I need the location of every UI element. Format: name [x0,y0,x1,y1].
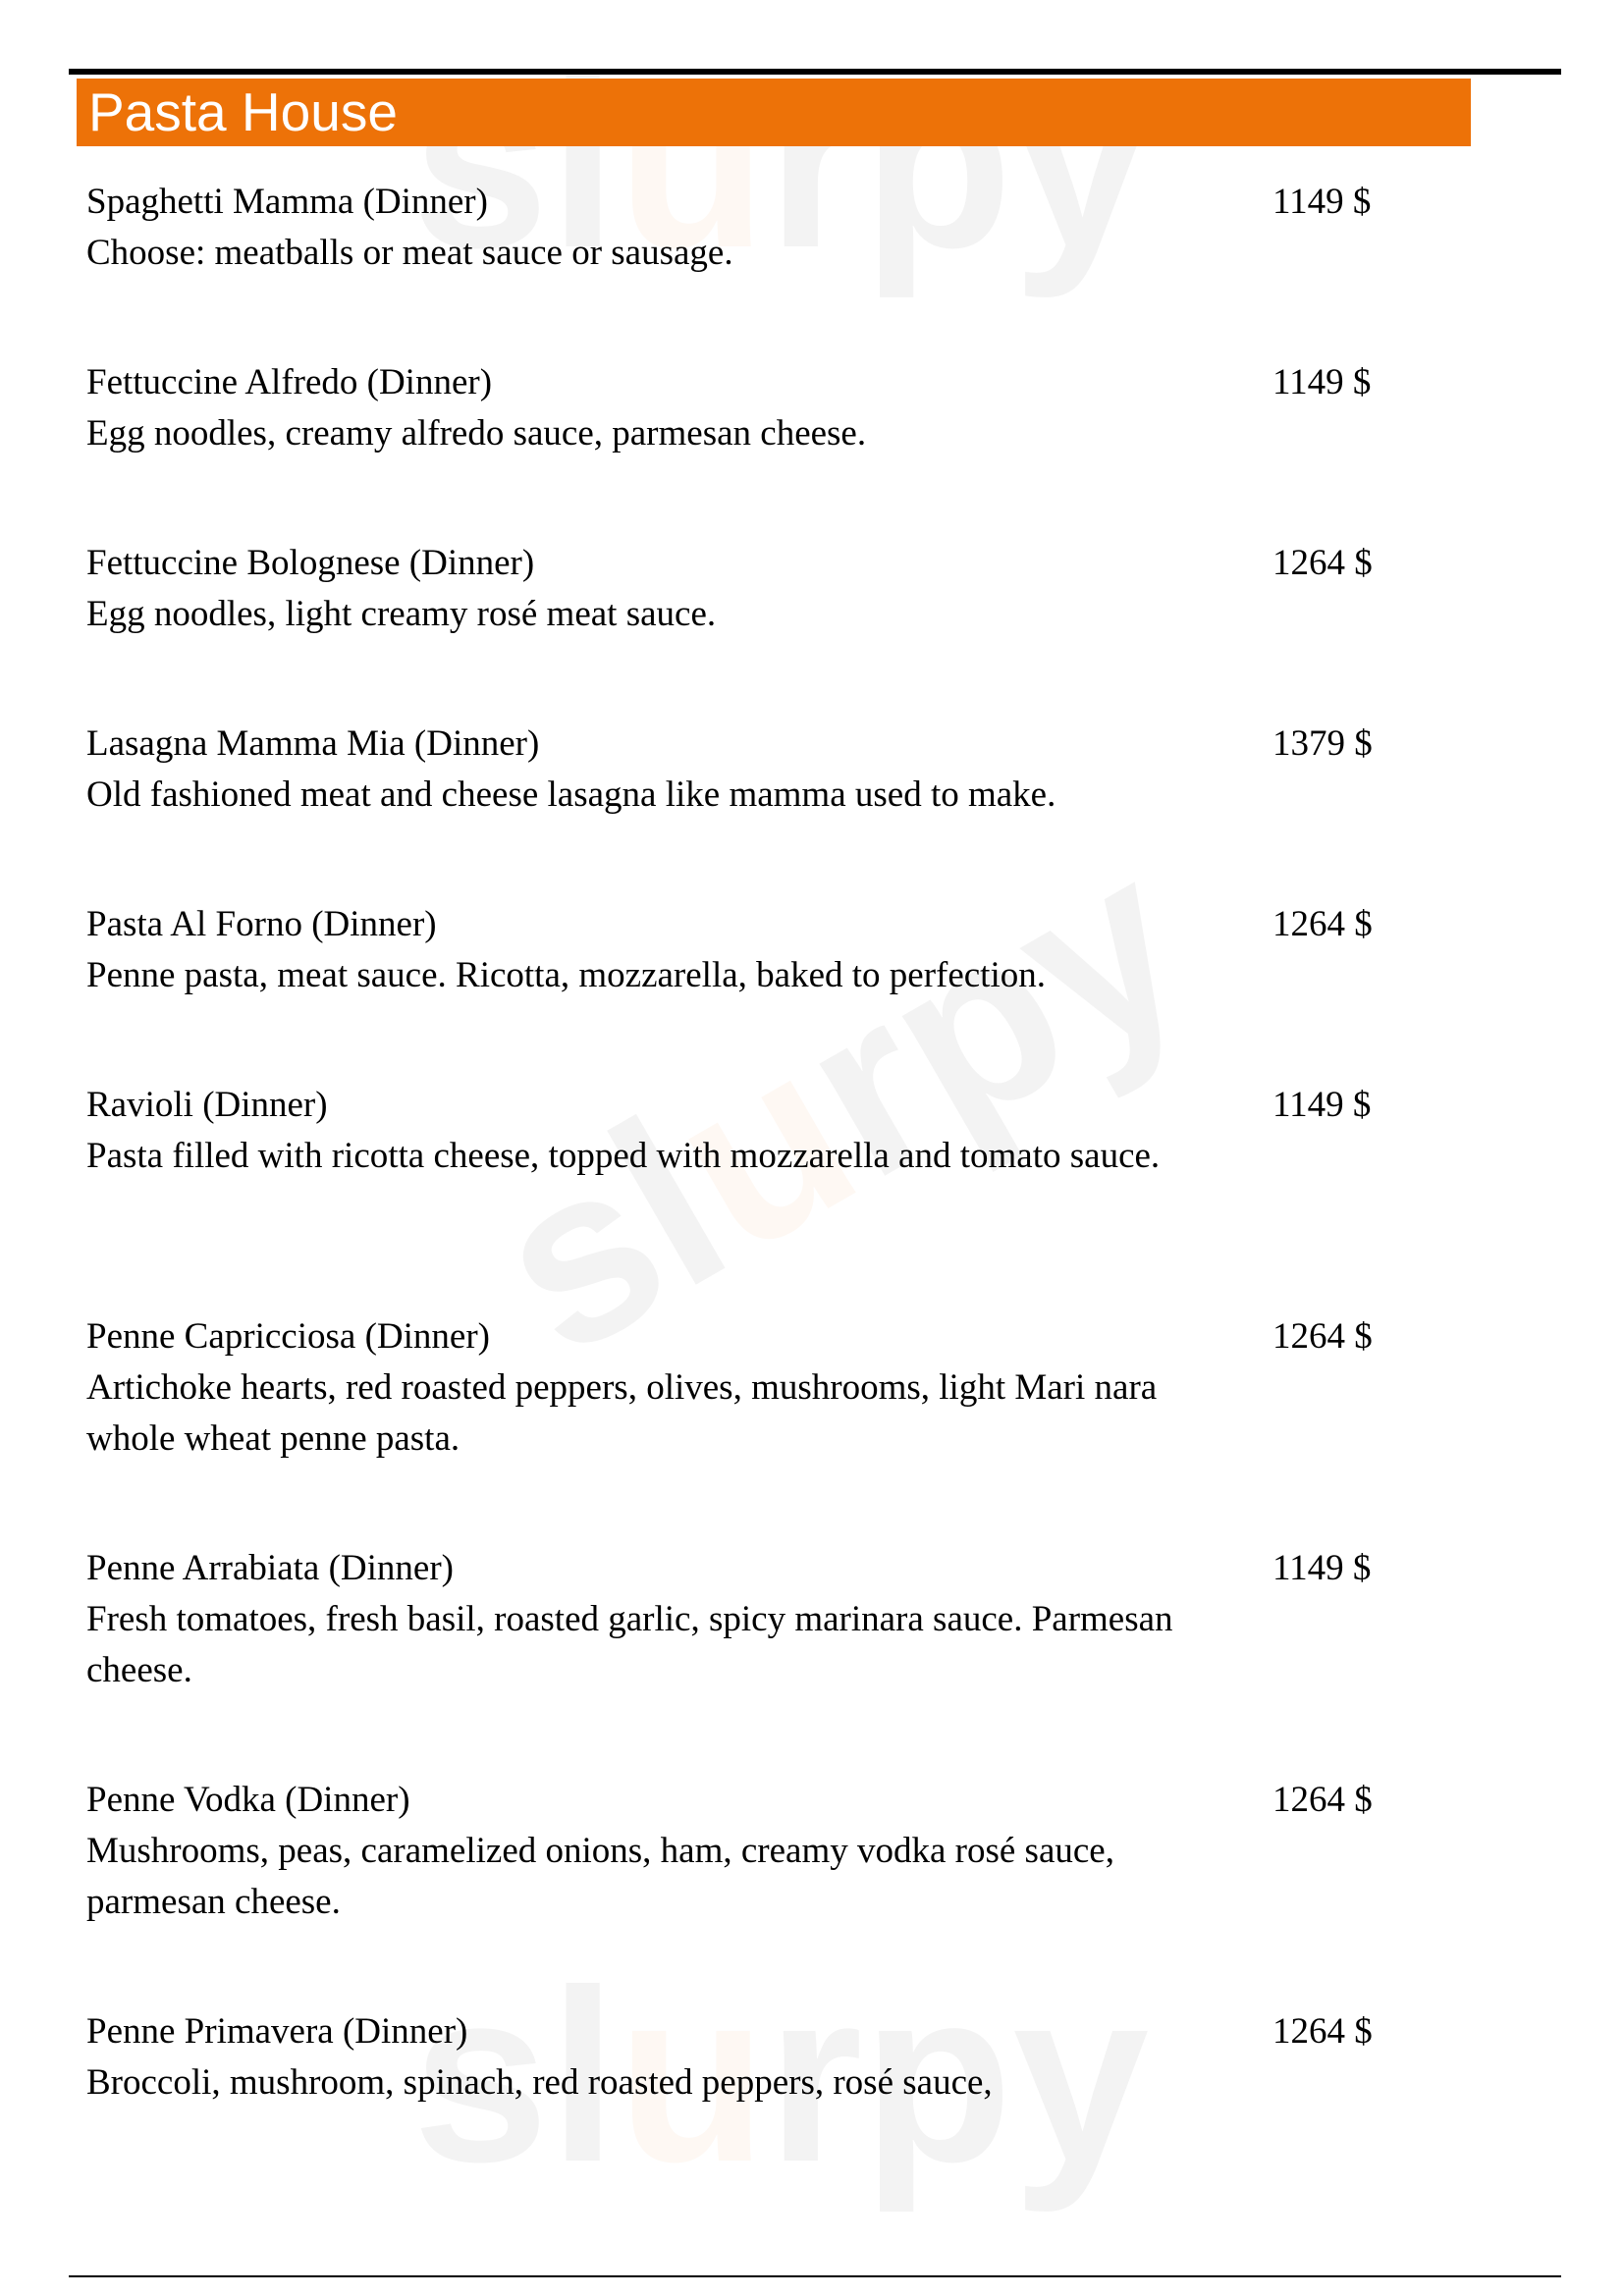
menu-list [86,177,1402,2187]
menu-item [86,1775,1402,2006]
item-name: Fettuccine Bolognese (Dinner) [86,543,535,583]
item-price: 1149 $ [1272,362,1372,402]
item-description: Fresh tomatoes, fresh basil, roasted garlic, spicy marinara sauce. Parmesan cheese. [86,1599,1173,1690]
item-description: Penne pasta, meat sauce. Ricotta, mozzarella, baked to perfection. [86,955,1046,995]
item-name: Penne Capricciosa (Dinner) [86,1316,490,1357]
item-description: Broccoli, mushroom, spinach, red roasted peppers, rosé sauce, [86,2062,993,2103]
item-description: Egg noodles, light creamy rosé meat sauce. [86,594,717,634]
item-name: Lasagna Mamma Mia (Dinner) [86,723,540,764]
menu-item [86,357,1402,538]
item-name: Spaghetti Mamma (Dinner) [86,182,488,222]
item-name: Fettuccine Alfredo (Dinner) [86,362,493,402]
item-price: 1264 $ [1272,904,1373,944]
menu-item [86,719,1402,899]
item-description: Egg noodles, creamy alfredo sauce, parmesan cheese. [86,413,867,454]
item-description: Choose: meatballs or meat sauce or sausage. [86,233,733,273]
item-price: 1264 $ [1272,2011,1373,2052]
item-description: Artichoke hearts, red roasted peppers, olives, mushrooms, light Mari nara whole wheat penne pasta. [86,1367,1158,1459]
menu-item [86,538,1402,719]
item-price: 1149 $ [1272,1085,1372,1125]
item-price: 1264 $ [1272,543,1373,583]
item-price: 1264 $ [1272,1316,1373,1357]
section-title: Pasta House [88,81,398,142]
item-name: Penne Vodka (Dinner) [86,1780,410,1820]
menu-item [86,899,1402,1080]
item-name: Pasta Al Forno (Dinner) [86,904,437,944]
item-name: Penne Primavera (Dinner) [86,2011,468,2052]
item-price: 1379 $ [1272,723,1373,764]
item-name: Penne Arrabiata (Dinner) [86,1548,454,1588]
bottom-divider [69,2275,1561,2277]
menu-item [86,1080,1402,1311]
menu-item [86,177,1402,357]
menu-item [86,1311,1402,1543]
item-price: 1149 $ [1272,1548,1372,1588]
item-name: Ravioli (Dinner) [86,1085,328,1125]
section-header [77,79,1471,146]
item-description: Pasta filled with ricotta cheese, topped with mozzarella and tomato sauce. [86,1136,1161,1176]
menu-item [86,2006,1402,2187]
item-description: Mushrooms, peas, caramelized onions, ham, creamy vodka rosé sauce, parmesan cheese. [86,1831,1114,1922]
item-price: 1149 $ [1272,182,1372,222]
top-divider [69,69,1561,75]
item-description: Old fashioned meat and cheese lasagna like mamma used to make. [86,774,1056,815]
item-price: 1264 $ [1272,1780,1373,1820]
menu-item [86,1543,1402,1775]
